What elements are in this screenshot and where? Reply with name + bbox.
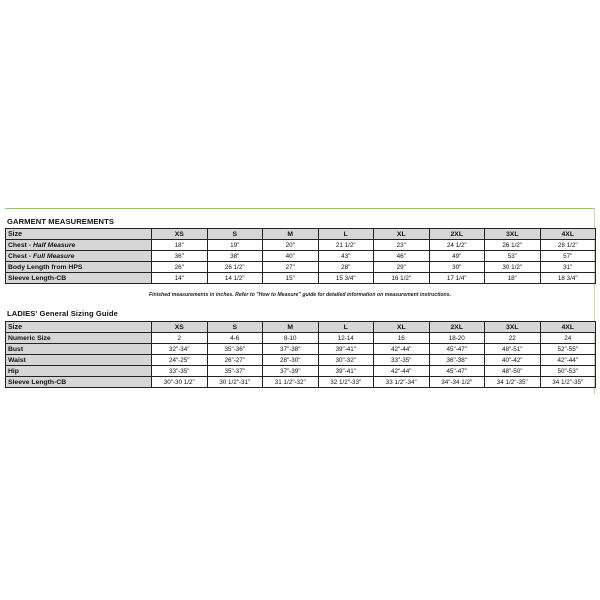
- size-header-cell: XL: [374, 229, 430, 240]
- table-cell: 36": [152, 251, 208, 262]
- row-label: [6, 251, 152, 262]
- table-row: [6, 344, 596, 355]
- table-cell: 34"-34 1/2": [429, 377, 485, 388]
- table-cell: 22: [485, 333, 541, 344]
- table-cell: 33"-35": [374, 355, 430, 366]
- table-cell: 26 1/2": [485, 240, 541, 251]
- table-cell: 15 3/4": [318, 273, 374, 284]
- row-label-text: Waist: [8, 356, 26, 364]
- table-cell: 19": [207, 240, 263, 251]
- table-cell: 42"-44": [374, 366, 430, 377]
- table-cell: 33 1/2"-34": [374, 377, 430, 388]
- table-cell: 36"-38": [429, 355, 485, 366]
- size-header-cell: S: [207, 322, 263, 333]
- size-header-cell: M: [263, 322, 319, 333]
- table-cell: 43": [318, 251, 374, 262]
- size-header-cell: L: [318, 322, 374, 333]
- size-header-cell: XS: [152, 322, 208, 333]
- size-header-cell: 2XL: [429, 229, 485, 240]
- table-cell: 12-14: [318, 333, 374, 344]
- row-label-text: Chest -: [8, 252, 33, 260]
- table-cell: 49": [429, 251, 485, 262]
- table-cell: 57": [540, 251, 596, 262]
- table-row: [6, 333, 596, 344]
- row-label-qualifier: Full Measure: [32, 252, 75, 260]
- row-label-text: Sleeve Length-CB: [8, 274, 67, 282]
- size-header-cell: XL: [374, 322, 430, 333]
- table-cell: 27": [263, 262, 319, 273]
- table-cell: 31": [540, 262, 596, 273]
- measurement-note: Finished measurements in inches. Refer to "How to Measure" guide for detailed information on measurement instructions.: [148, 292, 452, 298]
- table-cell: 18": [152, 240, 208, 251]
- table-cell: 37"-38": [263, 344, 319, 355]
- size-header-cell: XS: [152, 229, 208, 240]
- table-cell: 23": [374, 240, 430, 251]
- garment-measurements-title: GARMENT MEASUREMENTS: [7, 217, 115, 226]
- table-row: [6, 262, 596, 273]
- table-cell: 35"-37": [207, 366, 263, 377]
- row-label-text: Bust: [8, 345, 24, 353]
- table-cell: 24 1/2": [429, 240, 485, 251]
- row-label: [6, 273, 152, 284]
- row-label-text: Hip: [8, 367, 19, 375]
- table-cell: 48"-50": [485, 366, 541, 377]
- table-cell: 15": [263, 273, 319, 284]
- ladies-sizing-title: LADIES' General Sizing Guide: [7, 309, 118, 318]
- table-cell: 16: [374, 333, 430, 344]
- table-cell: 53": [485, 251, 541, 262]
- table-row: [6, 366, 596, 377]
- table-cell: 40"-42": [485, 355, 541, 366]
- table-cell: 4-6: [207, 333, 263, 344]
- table-cell: 16 1/2": [374, 273, 430, 284]
- table-cell: 18 3/4": [540, 273, 596, 284]
- table-cell: 32"-34": [152, 344, 208, 355]
- table-cell: 28 1/2": [540, 240, 596, 251]
- row-label: [6, 262, 152, 273]
- table-row: [6, 377, 596, 388]
- table-cell: 33"-35": [152, 366, 208, 377]
- ladies-sizing-table: [5, 321, 596, 388]
- table-cell: 20": [263, 240, 319, 251]
- header-row: [6, 322, 596, 333]
- table-cell: 28"-30": [263, 355, 319, 366]
- table-cell: 8-10: [263, 333, 319, 344]
- row-label: [6, 240, 152, 251]
- row-label: [6, 344, 152, 355]
- table-cell: 30 1/2"-31": [207, 377, 263, 388]
- table-cell: 26": [152, 262, 208, 273]
- size-header-cell: 3XL: [485, 229, 541, 240]
- table-cell: 35"-36": [207, 344, 263, 355]
- row-label: [6, 366, 152, 377]
- garment-measurements-table: [5, 228, 596, 284]
- table-cell: 24: [540, 333, 596, 344]
- row-label-text: Sleeve Length-CB: [8, 378, 67, 386]
- table-row: [6, 251, 596, 262]
- row-label: [6, 377, 152, 388]
- table-cell: 37"-39": [263, 366, 319, 377]
- table-cell: 14": [152, 273, 208, 284]
- table-cell: 30"-30 1/2": [152, 377, 208, 388]
- size-header-cell: 4XL: [540, 229, 596, 240]
- table-cell: 28": [318, 262, 374, 273]
- table-cell: 32 1/2"-33": [318, 377, 374, 388]
- size-header-cell: 2XL: [429, 322, 485, 333]
- table-cell: 30": [429, 262, 485, 273]
- table-cell: 21 1/2": [318, 240, 374, 251]
- row-label-text: Numeric Size: [8, 334, 51, 342]
- top-divider: [5, 208, 595, 209]
- table-cell: 24"-25": [152, 355, 208, 366]
- table-cell: 45"-47": [429, 366, 485, 377]
- table-cell: 2: [152, 333, 208, 344]
- row-label: [6, 355, 152, 366]
- table-cell: 42"-44": [374, 344, 430, 355]
- table-cell: 31 1/2"-32": [263, 377, 319, 388]
- sizing-sheet: [5, 208, 595, 394]
- row-label: [6, 333, 152, 344]
- row-label-text: Chest -: [8, 241, 33, 249]
- size-header-cell: M: [263, 229, 319, 240]
- table-cell: 46": [374, 251, 430, 262]
- table-cell: 26 1/2": [207, 262, 263, 273]
- table-cell: 34 1/2"-35": [485, 377, 541, 388]
- table-cell: 40": [263, 251, 319, 262]
- header-row: [6, 229, 596, 240]
- table-cell: 52"-55": [540, 344, 596, 355]
- table-cell: 26"-27": [207, 355, 263, 366]
- header-label: Size: [6, 229, 152, 240]
- row-label-qualifier: Half Measure: [32, 241, 76, 249]
- table-row: [6, 273, 596, 284]
- size-header-cell: 3XL: [485, 322, 541, 333]
- table-row: [6, 355, 596, 366]
- table-cell: 45"-47": [429, 344, 485, 355]
- table-cell: 34 1/2"-35": [540, 377, 596, 388]
- table-cell: 18": [485, 273, 541, 284]
- table-cell: 17 1/4": [429, 273, 485, 284]
- table-cell: 50"-53": [540, 366, 596, 377]
- table-cell: 14 1/2": [207, 273, 263, 284]
- table-cell: 30"-32": [318, 355, 374, 366]
- table-cell: 39"-41": [318, 344, 374, 355]
- table-cell: 42"-44": [540, 355, 596, 366]
- table-row: [6, 240, 596, 251]
- table-cell: 38": [207, 251, 263, 262]
- table-cell: 48"-51": [485, 344, 541, 355]
- table-cell: 39"-41": [318, 366, 374, 377]
- table-cell: 29": [374, 262, 430, 273]
- table-cell: 30 1/2": [485, 262, 541, 273]
- size-header-cell: 4XL: [540, 322, 596, 333]
- table-cell: 18-20: [429, 333, 485, 344]
- size-header-cell: S: [207, 229, 263, 240]
- size-header-cell: L: [318, 229, 374, 240]
- header-label: Size: [6, 322, 152, 333]
- row-label-text: Body Length from HPS: [8, 263, 83, 271]
